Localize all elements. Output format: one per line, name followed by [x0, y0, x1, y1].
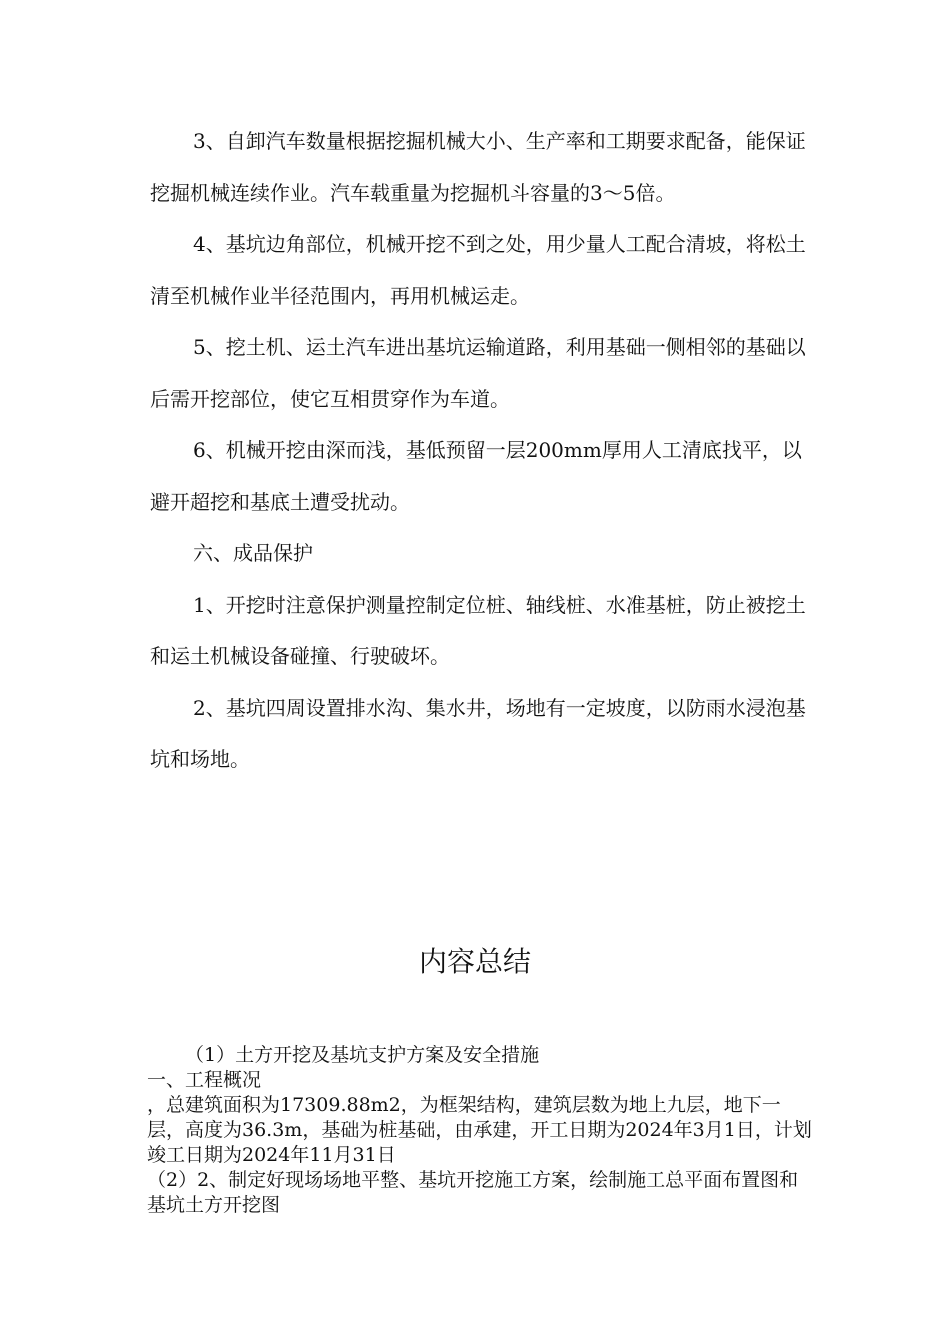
paragraph-haul-road: 5、挖土机、运土汽车进出基坑运输道路，利用基础一侧相邻的基础以后需开挖部位，使它互相贯穿作为车道。: [150, 335, 806, 411]
paragraph-protect-stakes: 1、开挖时注意保护测量控制定位桩、轴线桩、水准基桩，防止被挖土和运土机械设备碰撞、行驶破坏。: [150, 592, 806, 668]
paragraph-pit-corners: 4、基坑边角部位，机械开挖不到之处，用少量人工配合清坡，将松土清至机械作业半径范围内，再用机械运走。: [150, 232, 806, 308]
summary-line: （2）2、制定好现场场地平整、基坑开挖施工方案，绘制施工总平面布置图和基坑土方开挖图: [147, 1169, 799, 1216]
paragraph-drainage: 2、基坑四周设置排水沟、集水井，场地有一定坡度，以防雨水浸泡基坑和场地。: [150, 695, 806, 771]
paragraph-dump-truck: 3、自卸汽车数量根据挖掘机械大小、生产率和工期要求配备，能保证挖掘机械连续作业。汽车载重量为挖掘机斗容量的3～5倍。: [150, 129, 806, 205]
summary-line: （1）土方开挖及基坑支护方案及安全措施: [185, 1044, 540, 1066]
body-text: [150, 116, 810, 786]
paragraph-excavation-depth: 6、机械开挖由深而浅，基低预留一层200mm厚用人工清底找平，以避开超挖和基底土遭受扰动。: [150, 438, 802, 514]
summary-title: 内容总结: [418, 945, 531, 978]
summary-line: ，总建筑面积为17309.88m2，为框架结构，建筑层数为地上九层，地下一层，高度为36.3m，基础为桩基础，由承建，开工日期为2024年3月1日，计划竣工日期为2024年11月31日: [147, 1094, 812, 1166]
summary-block: [147, 1043, 812, 1218]
summary-line: 一、工程概况: [147, 1069, 262, 1091]
section-heading-protection: 六、成品保护: [193, 541, 313, 565]
